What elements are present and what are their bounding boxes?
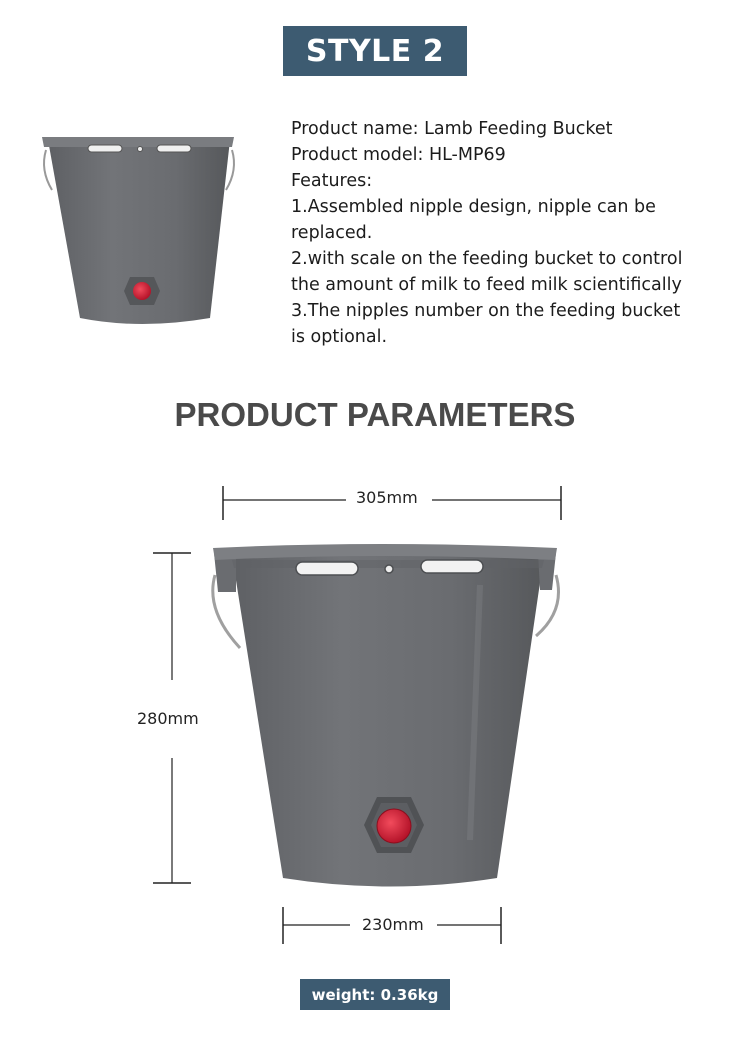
feature-line: replaced. xyxy=(291,223,373,243)
features-heading: Features: xyxy=(291,171,373,191)
small-bucket-image xyxy=(42,137,234,324)
product-model-line: Product model: HL-MP69 xyxy=(291,145,506,165)
style-banner: STYLE 2 xyxy=(283,26,467,76)
bottom-width-label: 230mm xyxy=(356,915,430,935)
large-bucket-image xyxy=(213,544,559,887)
weight-badge: weight: 0.36kg xyxy=(300,979,450,1010)
feature-line: the amount of milk to feed milk scientifically xyxy=(291,275,682,295)
top-width-label: 305mm xyxy=(350,488,424,508)
parameters-title: PRODUCT PARAMETERS xyxy=(174,396,576,433)
feature-line: is optional. xyxy=(291,327,388,347)
product-name-line: Product name: Lamb Feeding Bucket xyxy=(291,119,613,139)
feature-line: 3.The nipples number on the feeding bucket xyxy=(291,301,681,321)
feature-line: 2.with scale on the feeding bucket to control xyxy=(291,249,683,269)
product-description xyxy=(291,116,741,350)
height-label: 280mm xyxy=(131,709,205,729)
feature-line: 1.Assembled nipple design, nipple can be xyxy=(291,197,656,217)
